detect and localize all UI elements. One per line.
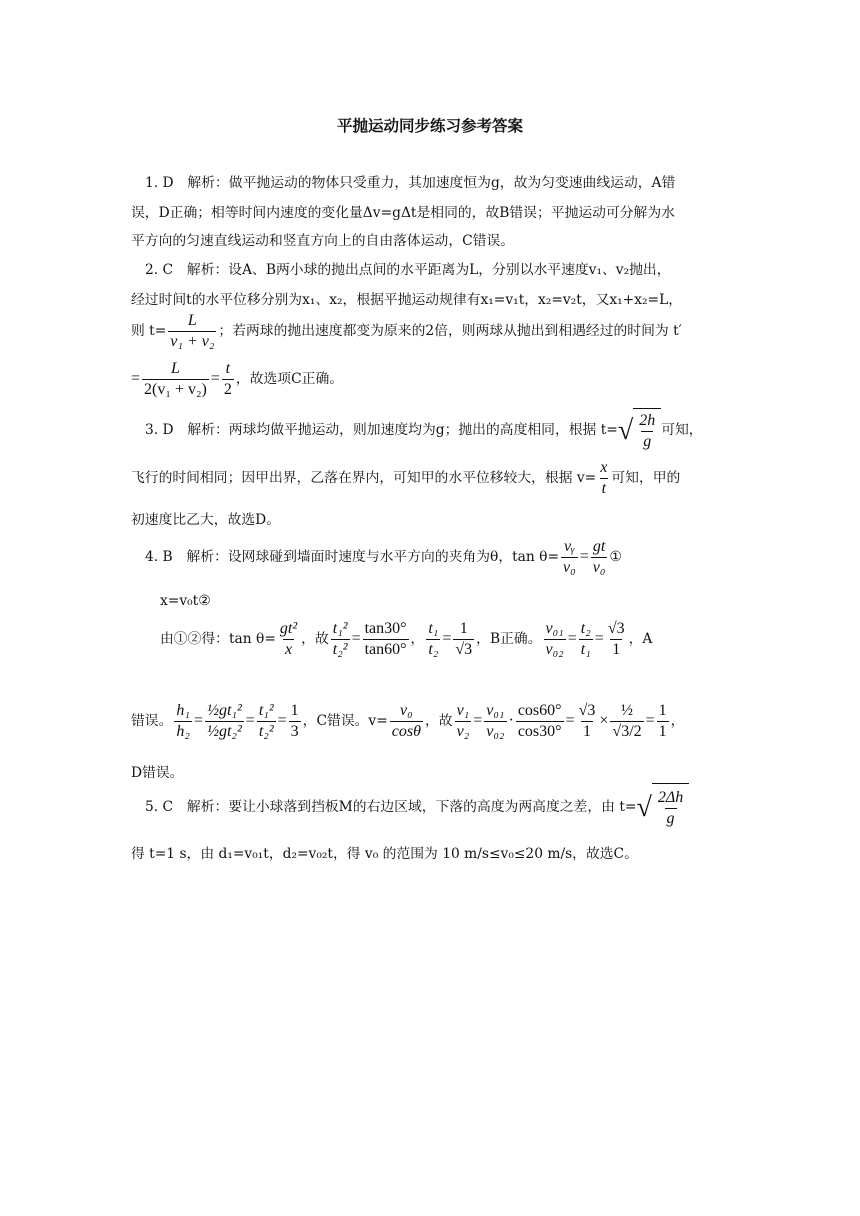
q4-line-3: 由①②得：tan θ= $\frac{\text{gt²}}{x}$ ，故 $\frac{\text{t₁²}}{\text{t₂²}}$ = $\frac{\tan 30^\circ}{\tan 60^\circ}$ ， $\frac{\text{t₁}}{\text{t₂}}$ = $\frac{1}{√3}$ ，B正确。 $\frac{\text{v₀₁}}{\text{v₀₂}}$ = $\frac{\text{t₂}}{\text{t₁}}$ = $\frac{√3}{1}$ ，A — [160, 620, 653, 658]
sqrt-2h-over-g: √ $\frac{2h}{g}$ — [618, 408, 661, 453]
q3-line-2: 飞行的时间相同；因甲出界，乙落在界内，可知甲的水平位移较大，根据 v= $\frac{x}{t}$ 可知，甲的 — [131, 459, 681, 497]
q2-line-2: 经过时间t的水平位移分别为x₁、x₂，根据平抛运动规律有x₁=v₁t，x₂=v₂t，又x₁+x₂=L， — [131, 292, 683, 308]
q1-line-1: 1. D 解析：做平抛运动的物体只受重力，其加速度恒为g，故为匀变速曲线运动，A错 — [145, 175, 676, 191]
fraction-t-over-2: $\frac{t}{2}$ — [223, 360, 232, 398]
fraction-L-over-2v1v2: $\frac{L}{\text{2(v₁ + v₂)}}$ — [144, 360, 207, 398]
q4-line-1: 4. B 解析：设网球碰到墙面时速度与水平方向的夹角为θ，tan θ= $\frac{\text{vᵧ}}{\text{v₀}}$ = $\frac{gt}{\text{v₀}}$ ① — [145, 538, 622, 576]
fraction-x-over-t: $\frac{x}{t}$ — [600, 459, 608, 497]
q3-line-1: 3. D 解析：两球均做平抛运动，则加速度均为g；抛出的高度相同，根据 t= √ $\frac{2h}{g}$ 可知， — [145, 408, 703, 453]
q4-line-4: 错误。 $\frac{\text{h₁}}{\text{h₂}}$ = $\frac{\text{½gt₁²}}{\text{½gt₂²}}$ = $\frac{\text{t₁²}}{\text{t₂²}}$ = $\frac{1}{3}$ ，C错误。v= $\frac{\text{v₀}}{\cos\theta}$ ，故 $\frac{\text{v₁}}{\text{v₂}}$ = $\frac{\text{v₀₁}}{\text{v₀₂}}$ · $\frac{\cos 60^\circ}{\cos 30^\circ}$ = $\frac{√3}{1}$ × $\frac{\text{½}}{√3/2}$ = $\frac{1}{1}$ ， — [131, 702, 685, 740]
q5-line-2: 得 t=1 s，由 d₁=v₀₁t，d₂=v₀₂t，得 v₀ 的范围为 10 m/s≤v₀≤20 m/s，故选C。 — [131, 846, 638, 862]
document-title: 平抛运动同步练习参考答案 — [336, 117, 523, 135]
q2-line-3 — [131, 309, 682, 353]
q2-line-3-post: ；若两球的抛出速度都变为原来的2倍，则两球从抛出到相遇经过的时间为 t′ — [218, 323, 682, 339]
q5-line-1: 5. C 解析：要让小球落到挡板M的右边区域，下落的高度为两高度之差，由 t= √ $\frac{2\Delta h}{g}$ — [145, 783, 689, 832]
q4-line-2: x=v₀t② — [160, 593, 211, 609]
fraction-L-over-v1v2: $\frac{L}{\text{v₁ + v₂}}$ — [170, 312, 215, 350]
q2-line-4: = $\frac{L}{\text{2(v₁ + v₂)}}$ = $\frac{t}{2}$ ，故选项C正确。 — [131, 360, 344, 398]
q1-line-2: 误，D正确；相等时间内速度的变化量Δv=gΔt是相同的，故B错误；平抛运动可分解为水 — [131, 205, 675, 221]
q3-line-3: 初速度比乙大，故选D。 — [131, 512, 281, 528]
sqrt-2dh-over-g: √ $\frac{2\Delta h}{g}$ — [636, 783, 689, 832]
q2-line-1: 2. C 解析：设A、B两小球的抛出点间的水平距离为L，分别以水平速度v₁、v₂抛出， — [145, 262, 671, 278]
q1-line-3: 平方向的匀速直线运动和竖直方向上的自由落体运动，C错误。 — [131, 233, 515, 249]
q2-line-3-pre: 则 t= — [131, 323, 167, 339]
q4-line-5: D错误。 — [131, 765, 184, 781]
